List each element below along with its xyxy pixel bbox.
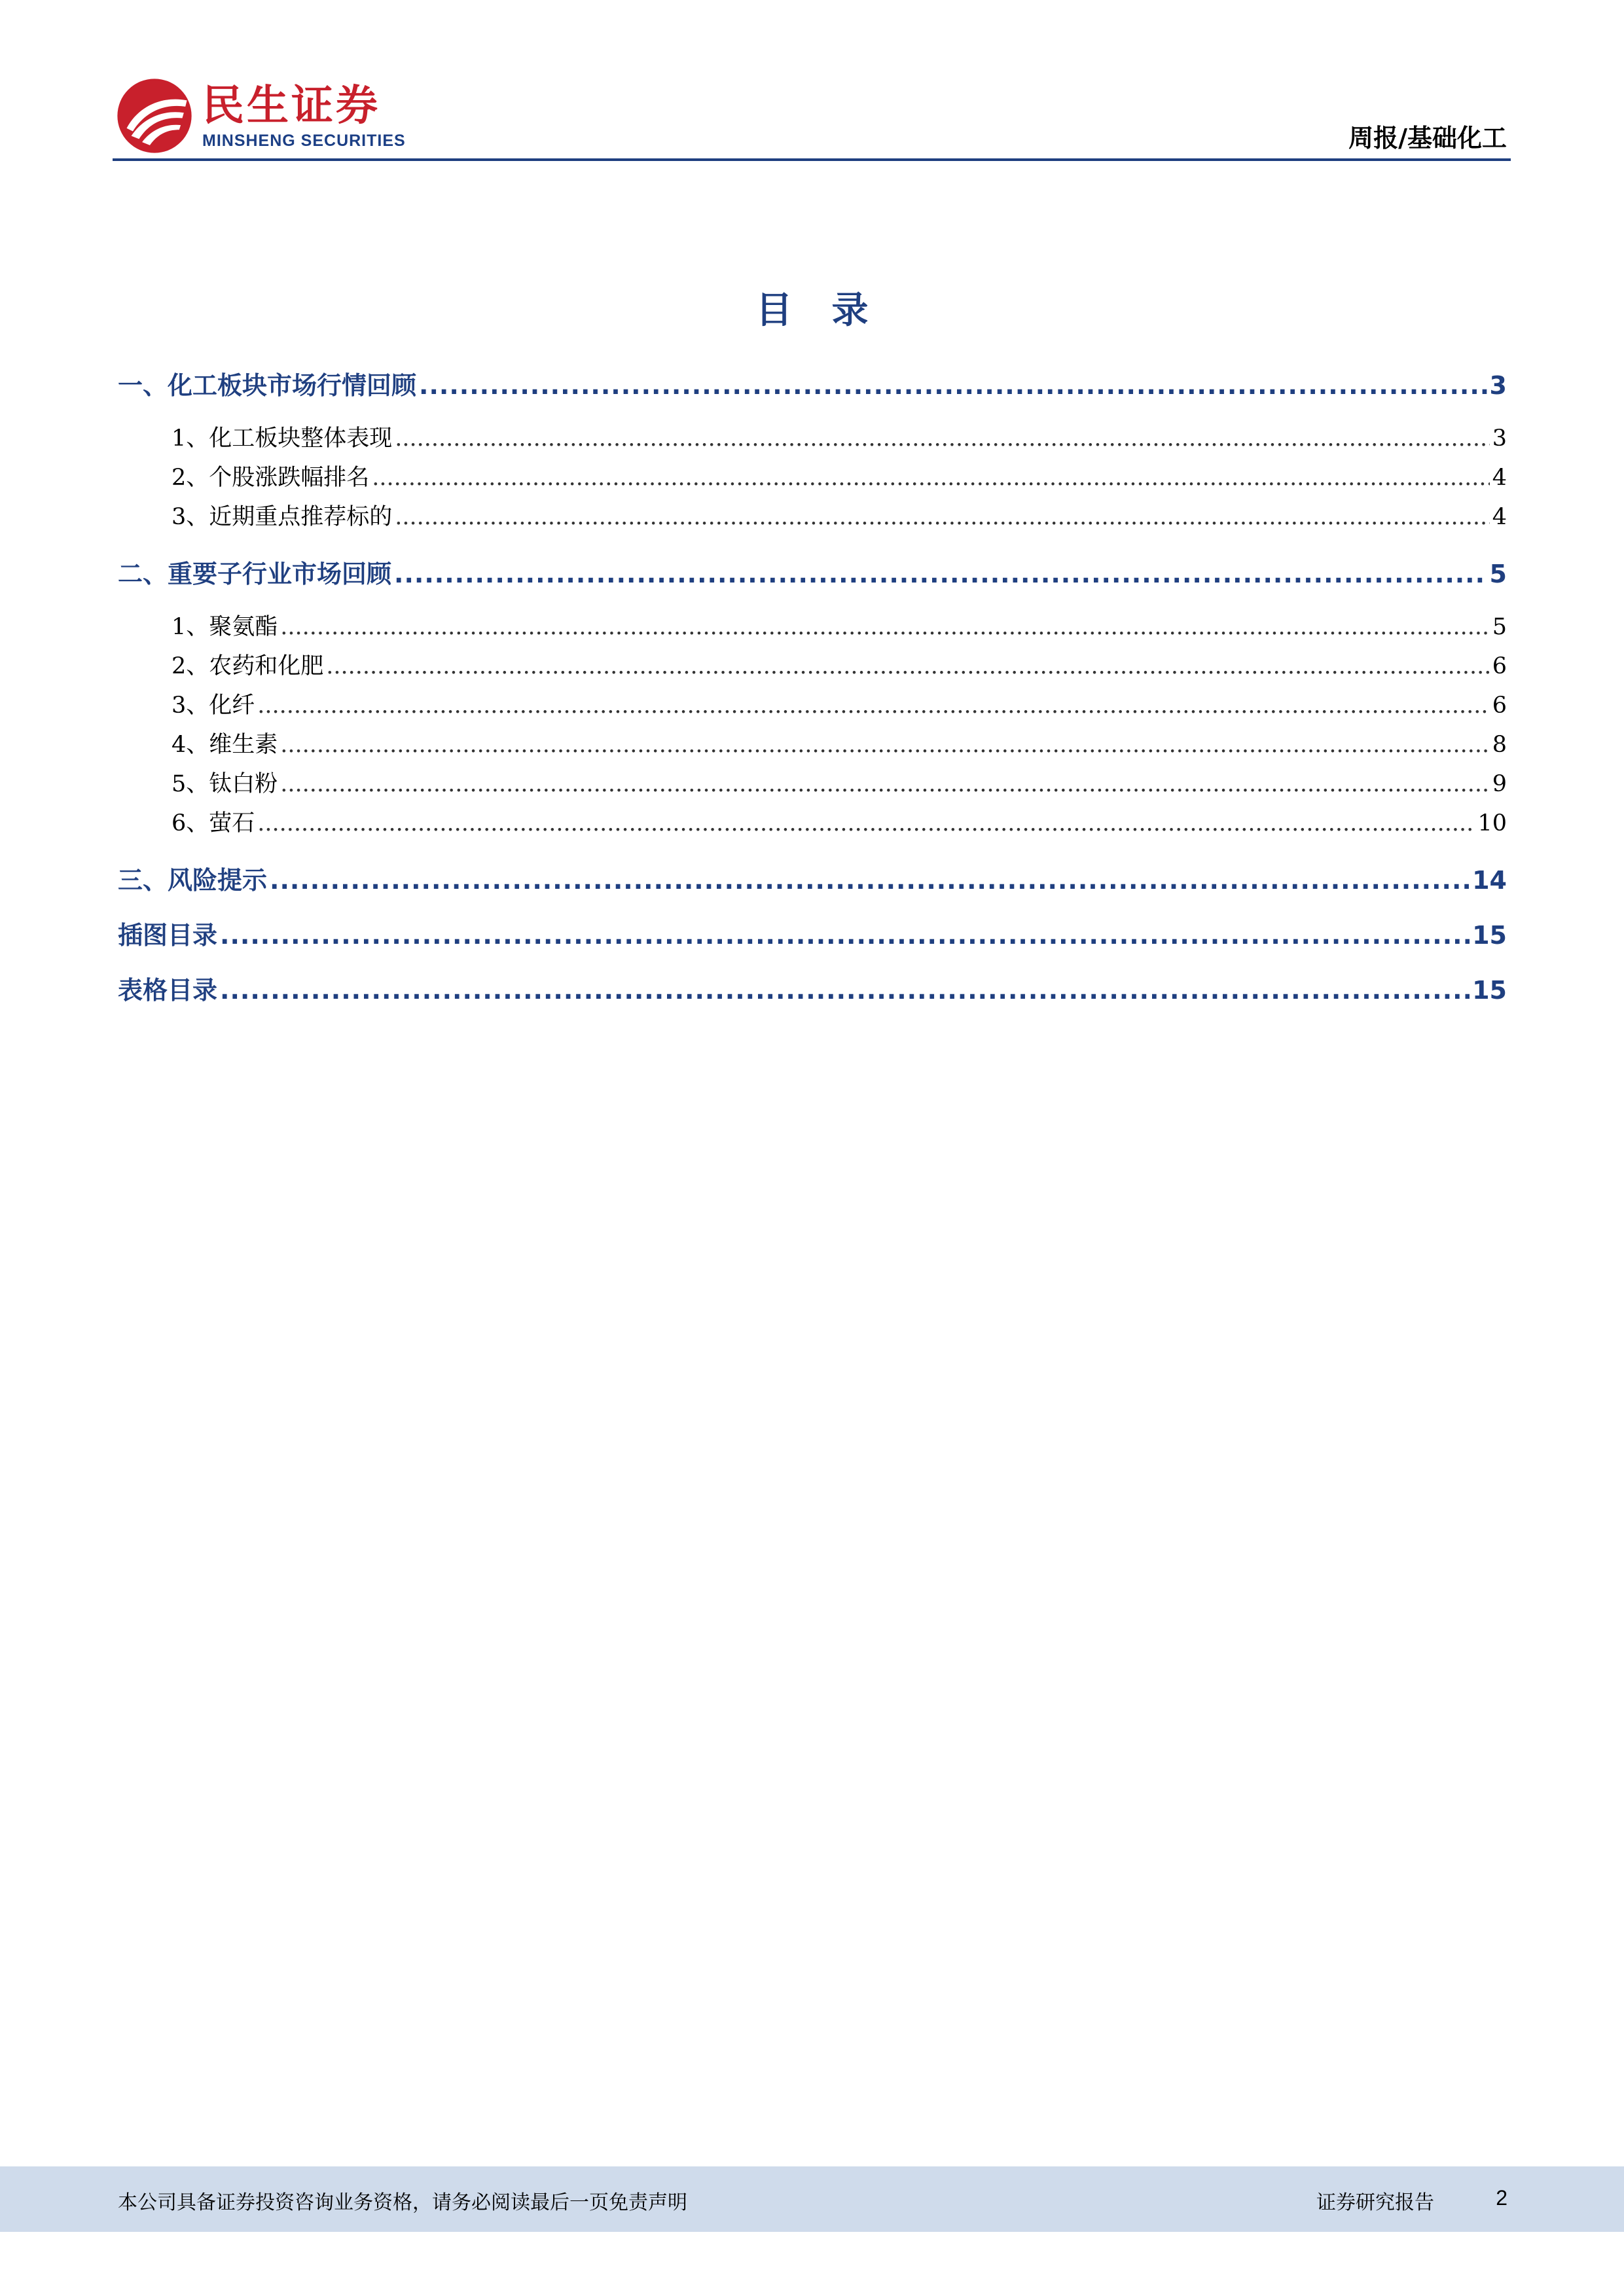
toc-leader-dots bbox=[220, 921, 1470, 950]
toc-entry[interactable] bbox=[118, 499, 1507, 531]
toc-leader-dots bbox=[280, 732, 1489, 758]
document-type: 证券研究报告 bbox=[1316, 2191, 1434, 2214]
toc-entry[interactable] bbox=[118, 609, 1507, 641]
toc-entry[interactable] bbox=[118, 648, 1507, 681]
toc-entry-page: 10 bbox=[1477, 810, 1507, 836]
disclaimer-text: 本公司具备证券投资咨询业务资格，请务必阅读最后一页免责声明 bbox=[118, 2191, 687, 2214]
toc-entry-label: 1、化工板块整体表现 bbox=[171, 425, 393, 452]
toc-entry[interactable] bbox=[118, 459, 1507, 492]
toc-entry[interactable] bbox=[118, 687, 1507, 720]
toc-entry-label: 3、近期重点推荐标的 bbox=[171, 504, 393, 530]
toc-entry-page: 3 bbox=[1492, 425, 1507, 452]
toc-leader-dots bbox=[270, 866, 1470, 895]
toc-entry-label: 6、萤石 bbox=[171, 810, 255, 836]
page-header bbox=[113, 72, 1511, 161]
toc-entry[interactable] bbox=[118, 726, 1507, 759]
toc-entry-page: 14 bbox=[1472, 866, 1507, 895]
toc-leader-dots bbox=[419, 371, 1487, 400]
toc-leader-dots bbox=[280, 771, 1489, 797]
company-logo bbox=[116, 77, 406, 154]
toc-entry-label: 3、化纤 bbox=[171, 692, 255, 719]
toc-entry[interactable] bbox=[118, 970, 1507, 1006]
toc-leader-dots bbox=[395, 425, 1489, 452]
toc-entry-label: 2、农药和化肥 bbox=[171, 653, 324, 679]
toc-leader-dots bbox=[395, 504, 1489, 530]
page-footer bbox=[0, 2166, 1624, 2232]
toc-entry-page: 4 bbox=[1492, 504, 1507, 530]
toc-entry-label: 二、重要子行业市场回顾 bbox=[118, 560, 392, 588]
toc-entry-label: 2、个股涨跌幅排名 bbox=[171, 465, 370, 491]
toc-entry-page: 5 bbox=[1489, 560, 1507, 588]
toc-entry[interactable] bbox=[118, 805, 1507, 838]
toc-entry-label: 4、维生素 bbox=[171, 732, 278, 758]
toc-entry-label: 5、钛白粉 bbox=[171, 771, 278, 797]
toc-leader-dots bbox=[372, 465, 1489, 491]
toc-entry[interactable] bbox=[118, 365, 1507, 401]
toc-leader-dots bbox=[257, 810, 1475, 836]
page-number: 2 bbox=[1496, 2186, 1507, 2210]
toc-entry-label: 插图目录 bbox=[118, 921, 218, 950]
toc-entry-label: 1、聚氨酯 bbox=[171, 614, 278, 640]
toc-entry[interactable] bbox=[118, 420, 1507, 453]
toc-entry[interactable] bbox=[118, 554, 1507, 590]
toc-leader-dots bbox=[394, 560, 1487, 588]
toc-entry-label: 表格目录 bbox=[118, 976, 218, 1005]
minsheng-logo-icon bbox=[116, 77, 193, 154]
toc-entry-page: 9 bbox=[1492, 771, 1507, 797]
toc-entry-page: 3 bbox=[1489, 371, 1507, 400]
header-divider bbox=[113, 158, 1511, 161]
toc-entry-page: 15 bbox=[1472, 976, 1507, 1005]
toc-leader-dots bbox=[257, 692, 1489, 719]
toc-entry-page: 8 bbox=[1492, 732, 1507, 758]
toc-entry[interactable] bbox=[118, 860, 1507, 896]
logo-english-name: MINSHENG SECURITIES bbox=[202, 132, 406, 150]
toc-entry-page: 6 bbox=[1492, 692, 1507, 719]
toc-entry[interactable] bbox=[118, 766, 1507, 798]
logo-chinese-name: 民生证券 bbox=[202, 82, 380, 130]
toc-title: 目录 bbox=[755, 289, 908, 332]
toc-entry-page: 6 bbox=[1492, 653, 1507, 679]
toc-entry-label: 一、化工板块市场行情回顾 bbox=[118, 371, 417, 400]
toc-leader-dots bbox=[280, 614, 1489, 640]
toc-leader-dots bbox=[326, 653, 1489, 679]
report-type: 周报/基础化工 bbox=[1348, 124, 1507, 152]
toc-leader-dots bbox=[220, 976, 1470, 1005]
toc-entry-label: 三、风险提示 bbox=[118, 866, 268, 895]
toc-entry-page: 4 bbox=[1492, 465, 1507, 491]
toc-entry-page: 15 bbox=[1472, 921, 1507, 950]
toc-entry[interactable] bbox=[118, 915, 1507, 951]
toc-entry-page: 5 bbox=[1492, 614, 1507, 640]
